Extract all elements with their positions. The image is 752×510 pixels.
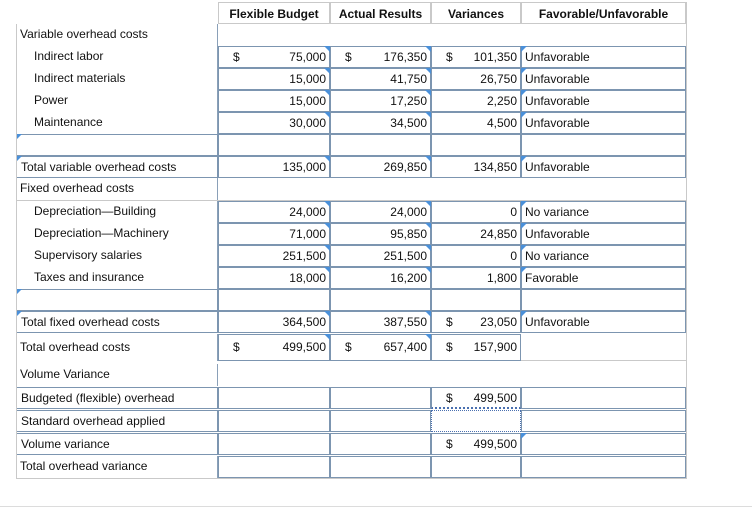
- total-fixed-flex[interactable]: 364,500: [218, 311, 330, 333]
- variance-input[interactable]: 2,250: [431, 90, 521, 112]
- fu-select[interactable]: Unfavorable: [521, 46, 686, 68]
- flex-budget-input[interactable]: 18,000: [218, 267, 330, 289]
- flex-budget-input[interactable]: 251,500: [218, 245, 330, 267]
- blank-input[interactable]: [521, 456, 686, 478]
- total-overhead-actual[interactable]: $ 657,400: [330, 334, 431, 361]
- fu-select[interactable]: Unfavorable: [521, 68, 686, 90]
- total-fixed-actual[interactable]: 387,550: [330, 311, 431, 333]
- currency-symbol: $: [446, 437, 453, 451]
- row-label: Indirect labor: [16, 46, 218, 68]
- total-overhead-label: Total overhead costs: [16, 334, 218, 361]
- variance-input[interactable]: 0: [431, 201, 521, 223]
- flex-budget-input[interactable]: $ 75,000: [218, 46, 330, 68]
- blank-input[interactable]: [218, 134, 330, 156]
- standard-overhead-label[interactable]: Standard overhead applied: [16, 410, 218, 432]
- fu-select[interactable]: Unfavorable: [521, 223, 686, 245]
- total-fixed-fu[interactable]: Unfavorable: [521, 311, 686, 333]
- currency-symbol: $: [345, 340, 352, 354]
- blank-input[interactable]: [521, 433, 686, 455]
- blank-label-input[interactable]: [16, 289, 218, 311]
- blank-input[interactable]: [218, 456, 330, 478]
- total-variable-actual[interactable]: 269,850: [330, 156, 431, 178]
- fu-select[interactable]: Unfavorable: [521, 112, 686, 134]
- variance-input[interactable]: $ 101,350: [431, 46, 521, 68]
- header-variances: Variances: [431, 2, 521, 24]
- total-overhead-variance-label: Total overhead variance: [16, 456, 218, 478]
- variance-input[interactable]: 1,800: [431, 267, 521, 289]
- actual-input[interactable]: 41,750: [330, 68, 431, 90]
- row-label: Depreciation—Machinery: [16, 223, 218, 245]
- row-label: Indirect materials: [16, 68, 218, 90]
- blank-input[interactable]: [330, 410, 431, 432]
- row-label: Power: [16, 90, 218, 112]
- variance-input[interactable]: 4,500: [431, 112, 521, 134]
- actual-input[interactable]: 95,850: [330, 223, 431, 245]
- currency-symbol: $: [233, 50, 240, 64]
- currency-symbol: $: [233, 340, 240, 354]
- currency-symbol: $: [446, 340, 453, 354]
- blank-input[interactable]: [218, 433, 330, 455]
- flex-budget-input[interactable]: 30,000: [218, 112, 330, 134]
- blank-input[interactable]: [521, 134, 686, 156]
- total-fixed-variance[interactable]: $ 23,050: [431, 311, 521, 333]
- flex-budget-input[interactable]: 24,000: [218, 201, 330, 223]
- blank-input[interactable]: [521, 410, 686, 432]
- actual-input[interactable]: 251,500: [330, 245, 431, 267]
- row-label: Maintenance: [16, 112, 218, 134]
- blank-input[interactable]: [330, 289, 431, 311]
- fu-select[interactable]: No variance: [521, 245, 686, 267]
- volume-variance-value[interactable]: $ 499,500: [431, 433, 521, 455]
- total-variable-variance[interactable]: 134,850: [431, 156, 521, 178]
- budgeted-overhead-value[interactable]: $ 499,500: [431, 387, 521, 409]
- blank-input[interactable]: [521, 289, 686, 311]
- blank-input[interactable]: [431, 289, 521, 311]
- section-title-fixed: Fixed overhead costs: [16, 178, 218, 200]
- blank-input[interactable]: [330, 387, 431, 409]
- volume-variance-label[interactable]: Volume variance: [16, 433, 218, 455]
- actual-input[interactable]: 34,500: [330, 112, 431, 134]
- row-label: Taxes and insurance: [16, 267, 218, 289]
- blank-label-input[interactable]: [16, 134, 218, 156]
- variance-input[interactable]: 24,850: [431, 223, 521, 245]
- row-label: Supervisory salaries: [16, 245, 218, 267]
- header-favorable-unfavorable: Favorable/Unfavorable: [521, 2, 686, 24]
- header-flexible-budget: Flexible Budget: [218, 2, 330, 24]
- actual-input[interactable]: 16,200: [330, 267, 431, 289]
- total-variable-flex[interactable]: 135,000: [218, 156, 330, 178]
- header-actual-results: Actual Results: [330, 2, 431, 24]
- variance-input[interactable]: 26,750: [431, 68, 521, 90]
- budgeted-overhead-label[interactable]: Budgeted (flexible) overhead: [16, 387, 218, 409]
- fu-select[interactable]: No variance: [521, 201, 686, 223]
- actual-input[interactable]: 24,000: [330, 201, 431, 223]
- total-fixed-label[interactable]: Total fixed overhead costs: [16, 311, 218, 333]
- total-variable-fu[interactable]: Unfavorable: [521, 156, 686, 178]
- blank-input[interactable]: [330, 433, 431, 455]
- blank-input[interactable]: [330, 456, 431, 478]
- fu-select[interactable]: Unfavorable: [521, 90, 686, 112]
- blank-input[interactable]: [218, 410, 330, 432]
- standard-overhead-value[interactable]: [431, 410, 521, 432]
- currency-symbol: $: [345, 50, 352, 64]
- currency-symbol: $: [446, 315, 453, 329]
- blank-input[interactable]: [431, 134, 521, 156]
- flex-budget-input[interactable]: 15,000: [218, 90, 330, 112]
- flex-budget-input[interactable]: 71,000: [218, 223, 330, 245]
- section-title-volume: Volume Variance: [16, 364, 218, 386]
- total-overhead-fu: [521, 334, 686, 361]
- blank-input[interactable]: [330, 134, 431, 156]
- section-title-variable: Variable overhead costs: [16, 24, 218, 46]
- actual-input[interactable]: $ 176,350: [330, 46, 431, 68]
- blank-input[interactable]: [218, 289, 330, 311]
- variance-input[interactable]: 0: [431, 245, 521, 267]
- blank-input[interactable]: [521, 387, 686, 409]
- actual-input[interactable]: 17,250: [330, 90, 431, 112]
- flex-budget-input[interactable]: 15,000: [218, 68, 330, 90]
- currency-symbol: $: [446, 391, 453, 405]
- blank-input[interactable]: [218, 387, 330, 409]
- currency-symbol: $: [446, 50, 453, 64]
- total-overhead-variance[interactable]: $ 157,900: [431, 334, 521, 361]
- row-label: Depreciation—Building: [16, 201, 218, 223]
- total-variable-label[interactable]: Total variable overhead costs: [16, 156, 218, 178]
- fu-select[interactable]: Favorable: [521, 267, 686, 289]
- blank-input[interactable]: [431, 456, 521, 478]
- total-overhead-flex[interactable]: $ 499,500: [218, 334, 330, 361]
